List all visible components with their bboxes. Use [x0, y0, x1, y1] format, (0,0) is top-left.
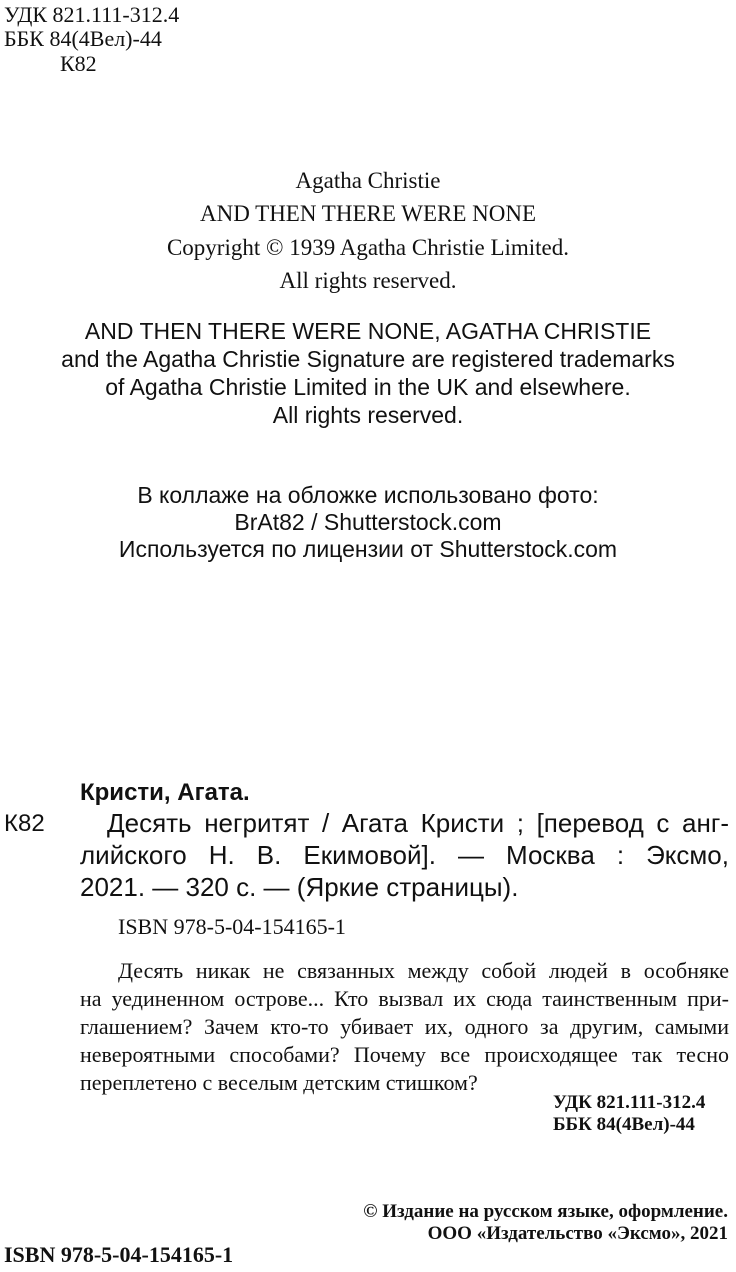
bbk-code-bottom: ББК 84(4Вел)-44 [553, 1114, 695, 1135]
bbk-code-top: ББК 84(4Вел)-44 [4, 26, 162, 51]
trademark-line: All rights reserved. [272, 402, 464, 428]
publisher-copyright: ООО «Издательство «Эксмо», 2021 [427, 1223, 728, 1244]
bibliographic-description-line: Десять негритят / Агата Кристи ; [перевод с анг- [107, 808, 729, 838]
trademark-line: and the Agatha Christie Signature are registered trademarks [61, 346, 675, 372]
original-author: Agatha Christie [295, 168, 441, 193]
cover-photo-credit-line: Используется по лицензии от Shutterstock.com [118, 536, 618, 562]
rights-reserved: All rights reserved. [279, 268, 457, 293]
trademark-line: AND THEN THERE WERE NONE, AGATHA CHRISTIE [84, 318, 652, 344]
catalog-isbn: ISBN 978-5-04-154165-1 [118, 914, 346, 939]
annotation-line: на уединенном острове... Кто вызвал их сюда таинственным при- [80, 986, 729, 1011]
annotation-line: переплетено с веселым детским стишком? [80, 1070, 478, 1095]
annotation-line: глашением? Зачем кто-то убивает их, одного за другим, самыми [80, 1014, 729, 1039]
cover-photo-credit-line: В коллаже на обложке использовано фото: [137, 482, 599, 508]
bibliographic-description-line: 2021. — 320 с. — (Яркие страницы). [80, 872, 519, 902]
bibliographic-description-line: лийского Н. В. Екимовой]. — Москва : Эксмо, [80, 840, 729, 870]
footer-isbn: ISBN 978-5-04-154165-1 [4, 1242, 234, 1267]
author-mark-top: К82 [60, 51, 97, 76]
annotation-line: невероятными способами? Почему все происходящее так тесно [80, 1042, 729, 1067]
trademark-line: of Agatha Christie Limited in the UK and elsewhere. [105, 374, 631, 400]
cover-photo-credit-line: BrAt82 / Shutterstock.com [234, 509, 502, 535]
udk-code-bottom: УДК 821.111-312.4 [553, 1092, 706, 1113]
copyright-notice: Copyright © 1939 Agatha Christie Limited. [166, 235, 570, 260]
original-title: AND THEN THERE WERE NONE [199, 201, 537, 226]
edition-copyright: © Издание на русском языке, оформление. [363, 1201, 728, 1222]
annotation-line: Десять никак не связанных между собой людей в особняке [118, 958, 729, 983]
udk-code-top: УДК 821.111-312.4 [4, 2, 180, 27]
catalog-author: Кристи, Агата. [80, 779, 250, 806]
catalog-author-mark: К82 [4, 810, 45, 837]
